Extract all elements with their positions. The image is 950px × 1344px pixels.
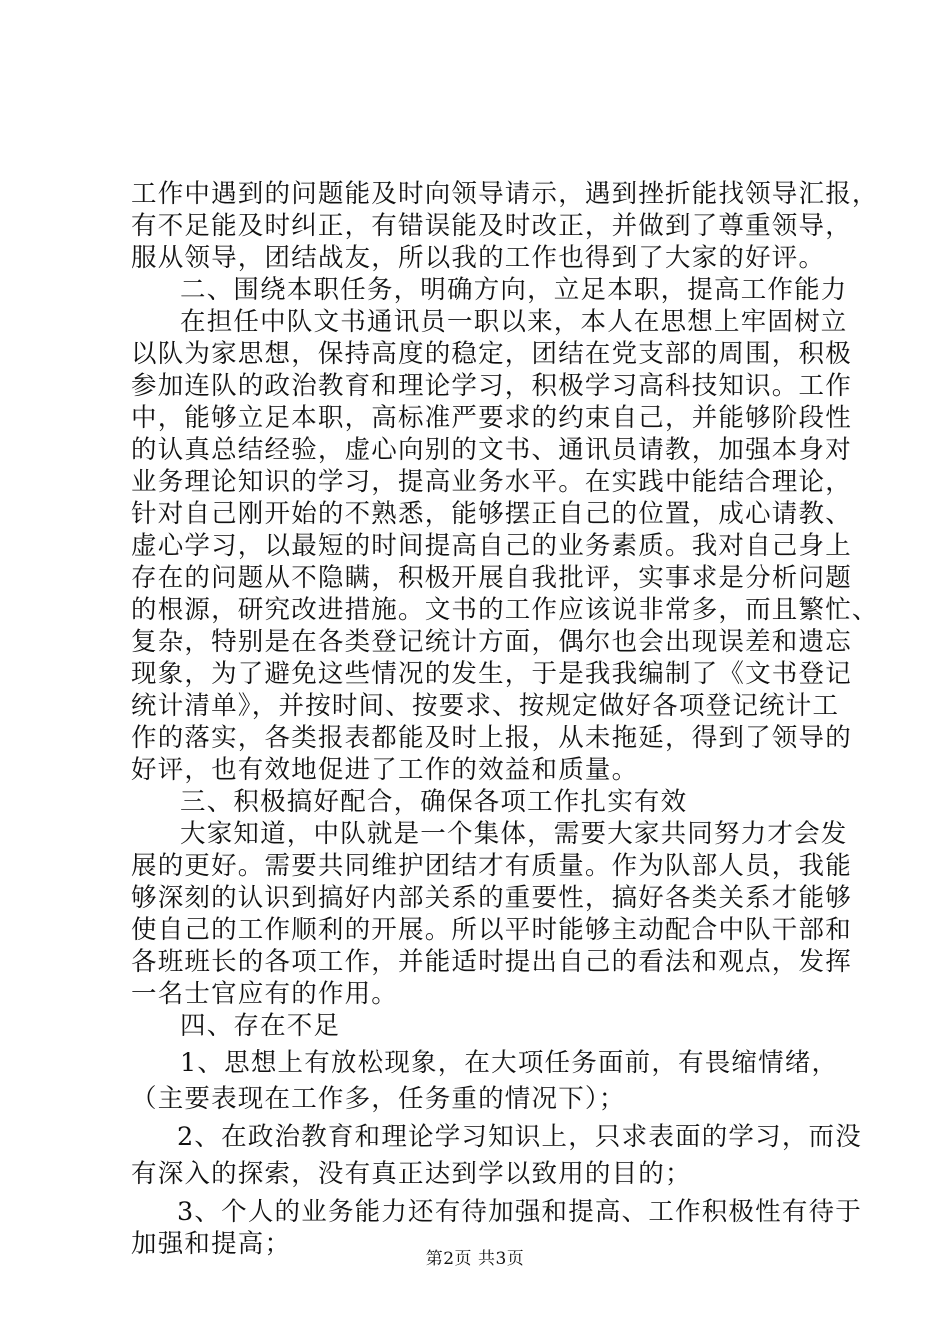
- text-line: 在担任中队文书通讯员一职以来，本人在思想上牢固树立: [180, 307, 848, 337]
- text-line: 以队为家思想，保持高度的稳定，团结在党支部的周围，积极: [131, 339, 852, 369]
- text-line: 的认真总结经验，虚心向别的文书、通讯员请教，加强本身对: [131, 435, 852, 465]
- list-item-continuation: 有深入的探索，没有真正达到学以致用的目的；: [131, 1159, 692, 1189]
- text-line: 服从领导，团结战友，所以我的工作也得到了大家的好评。: [131, 243, 826, 273]
- list-item: 3、个人的业务能力还有待加强和提高、工作积极性有待于: [177, 1197, 862, 1227]
- text-line: 针对自己刚开始的不熟悉，能够摆正自己的位置，成心请教、: [131, 499, 852, 529]
- text-line: 展的更好。需要共同维护团结才有质量。作为队部人员，我能: [131, 851, 852, 881]
- text-line: 复杂，特别是在各类登记统计方面，偶尔也会出现误差和遗忘: [131, 627, 852, 657]
- text-line: 一名士官应有的作用。: [131, 979, 399, 1009]
- text-line: 使自己的工作顺利的开展。所以平时能够主动配合中队干部和: [131, 915, 852, 945]
- list-item-continuation: 加强和提高；: [131, 1229, 292, 1259]
- text-line: 工作中遇到的问题能及时向领导请示，遇到挫折能找领导汇报，: [131, 179, 879, 209]
- text-line: 大家知道，中队就是一个集体，需要大家共同努力才会发: [180, 819, 848, 849]
- list-item: 1、思想上有放松现象，在大项任务面前，有畏缩情绪，: [180, 1048, 839, 1078]
- list-item-continuation: （主要表现在工作多，任务重的情况下）；: [131, 1084, 626, 1114]
- page-number: 第2页 共3页: [425, 1249, 525, 1269]
- text-line: 参加连队的政治教育和理论学习，积极学习高科技知识。工作: [131, 371, 852, 401]
- text-line: 的根源，研究改进措施。文书的工作应该说非常多，而且繁忙、: [131, 595, 879, 625]
- text-line: 统计清单》，并按时间、按要求、按规定做好各项登记统计工: [131, 691, 840, 721]
- text-line: 存在的问题从不隐瞒，积极开展自我批评，实事求是分析问题: [131, 563, 852, 593]
- text-line: 有不足能及时纠正，有错误能及时改正，并做到了尊重领导，: [131, 211, 852, 241]
- text-line: 中，能够立足本职，高标准严要求的约束自己，并能够阶段性: [131, 403, 852, 433]
- text-line: 业务理论知识的学习，提高业务水平。在实践中能结合理论，: [131, 467, 852, 497]
- text-line: 够深刻的认识到搞好内部关系的重要性，搞好各类关系才能够: [131, 883, 852, 913]
- section-heading: 三、积极搞好配合，确保各项工作扎实有效: [180, 787, 688, 817]
- text-line: 虚心学习，以最短的时间提高自己的业务素质。我对自己身上: [131, 531, 852, 561]
- section-heading: 二、围绕本职任务，明确方向，立足本职，提高工作能力: [180, 275, 848, 305]
- text-line: 作的落实，各类报表都能及时上报，从未拖延，得到了领导的: [131, 723, 852, 753]
- section-heading: 四、存在不足: [180, 1011, 341, 1041]
- list-item: 2、在政治教育和理论学习知识上，只求表面的学习，而没: [177, 1122, 862, 1152]
- text-line: 好评，也有效地促进了工作的效益和质量。: [131, 755, 639, 785]
- text-line: 各班班长的各项工作，并能适时提出自己的看法和观点，发挥: [131, 947, 852, 977]
- text-line: 现象，为了避免这些情况的发生，于是我我编制了《文书登记: [131, 659, 852, 689]
